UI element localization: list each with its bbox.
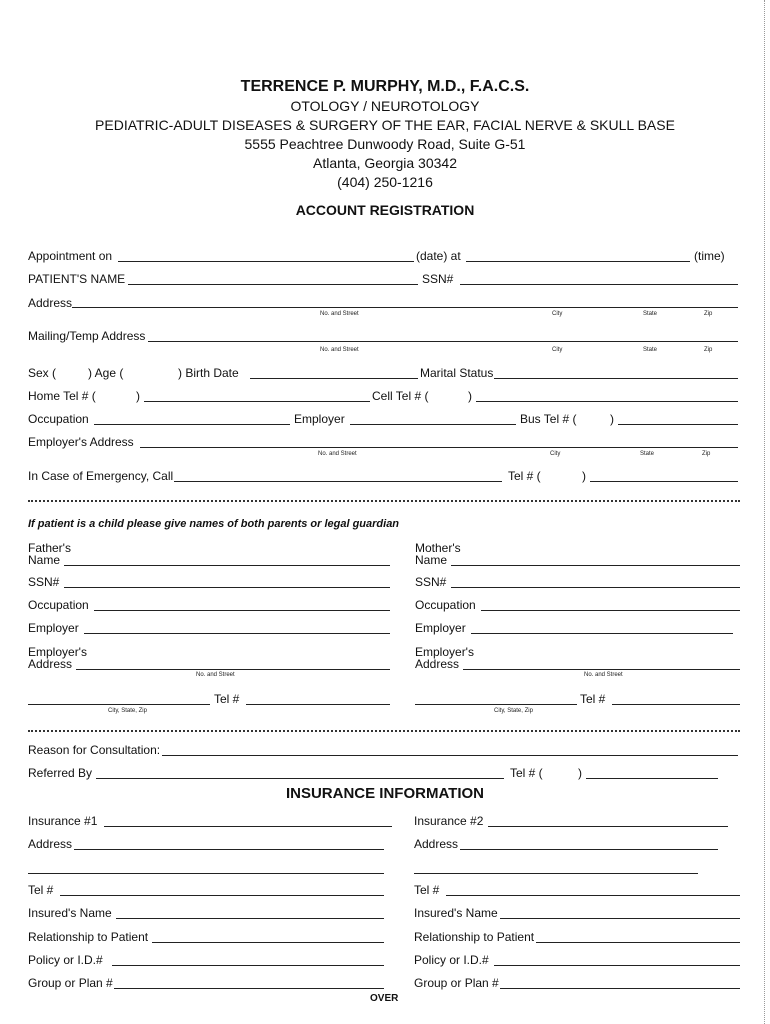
address-zip-sublabel: Zip [704, 311, 713, 317]
insurance2-address-field[interactable] [460, 849, 718, 850]
emergency-tel-label: Tel # ( [508, 469, 541, 483]
appointment-date-field[interactable] [118, 261, 414, 262]
home-tel-paren: ) [136, 389, 140, 403]
section-separator [28, 500, 740, 502]
insurance1-label: Insurance #1 [28, 814, 98, 828]
employer-field[interactable] [350, 424, 516, 425]
date-at-label: (date) at [416, 249, 461, 263]
mother-city-state-zip-field[interactable] [415, 704, 577, 705]
insurance1-tel-field[interactable] [60, 895, 384, 896]
referred-label: Referred By [28, 766, 93, 780]
marital-status-label: Marital Status [420, 366, 494, 380]
employer-city-sublabel: City [550, 451, 561, 457]
specialty: OTOLOGY / NEUROTOLOGY [290, 98, 480, 114]
reason-label: Reason for Consultation: [28, 743, 161, 757]
section-separator-2 [28, 730, 740, 732]
insurance2-address-label: Address [414, 837, 459, 851]
insurance1-address-line2[interactable] [28, 873, 384, 874]
father-employer-address-field[interactable] [76, 669, 390, 670]
employer-street-sublabel: No. and Street [318, 451, 357, 457]
guardian-note: If patient is a child please give names of both parents or legal guardian [28, 518, 400, 530]
father-tel-field[interactable] [246, 704, 390, 705]
father-employers-label: Employer's [28, 645, 87, 659]
doctor-name: TERRENCE P. MURPHY, M.D., F.A.C.S. [240, 78, 530, 95]
insurance2-tel-field[interactable] [446, 895, 740, 896]
father-city-state-zip-sublabel: City, State, Zip [108, 708, 147, 714]
employer-state-sublabel: State [640, 451, 655, 457]
father-occupation-label: Occupation [28, 598, 89, 612]
practice-description: PEDIATRIC-ADULT DISEASES & SURGERY OF THE EAR, FACIAL NERVE & SKULL BASE [95, 117, 675, 133]
insurance1-group-field[interactable] [114, 988, 384, 989]
emergency-label: In Case of Emergency, Call [28, 469, 174, 483]
insurance1-address-label: Address [28, 837, 73, 851]
insurance1-tel-label: Tel # [28, 883, 54, 897]
mother-ssn-field[interactable] [451, 587, 740, 588]
father-employer-address-label: Address [28, 657, 73, 671]
emergency-contact-field[interactable] [174, 481, 502, 482]
occupation-label: Occupation [28, 412, 89, 426]
cell-tel-paren: ) [468, 389, 472, 403]
occupation-field[interactable] [94, 424, 290, 425]
father-employer-label: Employer [28, 621, 79, 635]
appointment-label: Appointment on [28, 249, 113, 263]
address-label: Address [28, 296, 73, 310]
reason-field[interactable] [162, 755, 738, 756]
father-ssn-field[interactable] [64, 587, 390, 588]
practice-address: 5555 Peachtree Dunwoody Road, Suite G-51 [244, 136, 526, 152]
mailing-zip-sublabel: Zip [704, 347, 713, 353]
employer-zip-sublabel: Zip [702, 451, 711, 457]
bus-tel-field[interactable] [618, 424, 738, 425]
fathers-label: Father's [28, 541, 71, 555]
insurance2-label: Insurance #2 [414, 814, 484, 828]
mother-tel-field[interactable] [612, 704, 740, 705]
mother-tel-label: Tel # [580, 692, 606, 706]
employer-address-label: Employer's Address [28, 435, 134, 449]
emergency-tel-paren: ) [582, 469, 586, 483]
insurance2-policy-label: Policy or I.D.# [414, 953, 489, 967]
insurance1-group-label: Group or Plan # [28, 976, 113, 990]
form-title: ACCOUNT REGISTRATION [295, 202, 475, 218]
marital-status-field[interactable] [494, 378, 738, 379]
insurance1-policy-field[interactable] [112, 965, 384, 966]
referred-by-field[interactable] [96, 778, 504, 779]
mother-city-state-zip-sublabel: City, State, Zip [494, 708, 533, 714]
insurance1-field[interactable] [104, 826, 392, 827]
father-ssn-label: SSN# [28, 575, 60, 589]
father-street-sublabel: No. and Street [196, 672, 235, 678]
mother-employer-label: Employer [415, 621, 466, 635]
insurance2-relationship-label: Relationship to Patient [414, 930, 535, 944]
sex-label: Sex ( [28, 366, 57, 380]
insurance2-insured-name-field[interactable] [500, 918, 740, 919]
mother-ssn-label: SSN# [415, 575, 447, 589]
mothers-label: Mother's [415, 541, 461, 555]
right-edge-border [764, 0, 765, 1024]
father-occupation-field[interactable] [94, 610, 390, 611]
mailing-address-field[interactable] [148, 341, 738, 342]
address-city-sublabel: City [552, 311, 563, 317]
mother-employers-label: Employer's [415, 645, 474, 659]
ssn-field[interactable] [460, 284, 738, 285]
employer-address-field[interactable] [140, 447, 738, 448]
cell-tel-field[interactable] [476, 401, 738, 402]
father-name-field[interactable] [64, 565, 390, 566]
insurance2-relationship-field[interactable] [536, 942, 740, 943]
address-state-sublabel: State [643, 311, 658, 317]
practice-city: Atlanta, Georgia 30342 [313, 155, 457, 171]
referred-tel-paren: ) [578, 766, 582, 780]
insurance-title: INSURANCE INFORMATION [285, 785, 485, 802]
emergency-tel-field[interactable] [590, 481, 738, 482]
home-tel-label: Home Tel # ( [28, 389, 96, 403]
mother-name-field[interactable] [451, 565, 740, 566]
referred-tel-label: Tel # ( [510, 766, 543, 780]
practice-phone: (404) 250-1216 [337, 174, 433, 190]
patient-name-field[interactable] [128, 284, 418, 285]
mailing-street-sublabel: No. and Street [320, 347, 359, 353]
time-label: (time) [694, 249, 725, 263]
insurance2-insured-name-label: Insured's Name [414, 906, 498, 920]
patient-name-label: PATIENT'S NAME [28, 272, 126, 286]
insurance2-policy-field[interactable] [494, 965, 740, 966]
address-field[interactable] [72, 307, 738, 308]
insurance1-relationship-label: Relationship to Patient [28, 930, 149, 944]
insurance1-insured-name-label: Insured's Name [28, 906, 112, 920]
insurance1-relationship-field[interactable] [152, 942, 384, 943]
mother-occupation-field[interactable] [481, 610, 740, 611]
over-label: OVER [370, 993, 399, 1004]
mailing-city-sublabel: City [552, 347, 563, 353]
mother-employer-field[interactable] [471, 633, 733, 634]
insurance2-address-line2[interactable] [414, 873, 698, 874]
father-city-state-zip-field[interactable] [28, 704, 210, 705]
mailing-address-label: Mailing/Temp Address [28, 329, 146, 343]
home-tel-field[interactable] [144, 401, 370, 402]
father-employer-field[interactable] [84, 633, 390, 634]
insurance1-address-field[interactable] [74, 849, 384, 850]
cell-tel-label: Cell Tel # ( [372, 389, 429, 403]
insurance2-group-label: Group or Plan # [414, 976, 499, 990]
mailing-state-sublabel: State [643, 347, 658, 353]
mother-occupation-label: Occupation [415, 598, 476, 612]
address-street-sublabel: No. and Street [320, 311, 359, 317]
age-label: ) Age ( [88, 366, 124, 380]
referred-tel-field[interactable] [586, 778, 718, 779]
fathers-name-label: Name [28, 553, 61, 567]
ssn-label: SSN# [422, 272, 454, 286]
appointment-time-field[interactable] [466, 261, 690, 262]
mother-employer-address-label: Address [415, 657, 460, 671]
insurance2-tel-label: Tel # [414, 883, 440, 897]
mother-employer-address-field[interactable] [463, 669, 740, 670]
insurance1-insured-name-field[interactable] [116, 918, 384, 919]
bus-tel-label: Bus Tel # ( [520, 412, 577, 426]
birth-date-label: ) Birth Date [178, 366, 239, 380]
birth-date-field[interactable] [250, 378, 418, 379]
insurance2-group-field[interactable] [500, 988, 740, 989]
bus-tel-paren: ) [610, 412, 614, 426]
father-tel-label: Tel # [214, 692, 240, 706]
insurance1-policy-label: Policy or I.D.# [28, 953, 103, 967]
insurance2-field[interactable] [488, 826, 728, 827]
employer-label: Employer [294, 412, 345, 426]
mother-street-sublabel: No. and Street [584, 672, 623, 678]
mothers-name-label: Name [415, 553, 448, 567]
